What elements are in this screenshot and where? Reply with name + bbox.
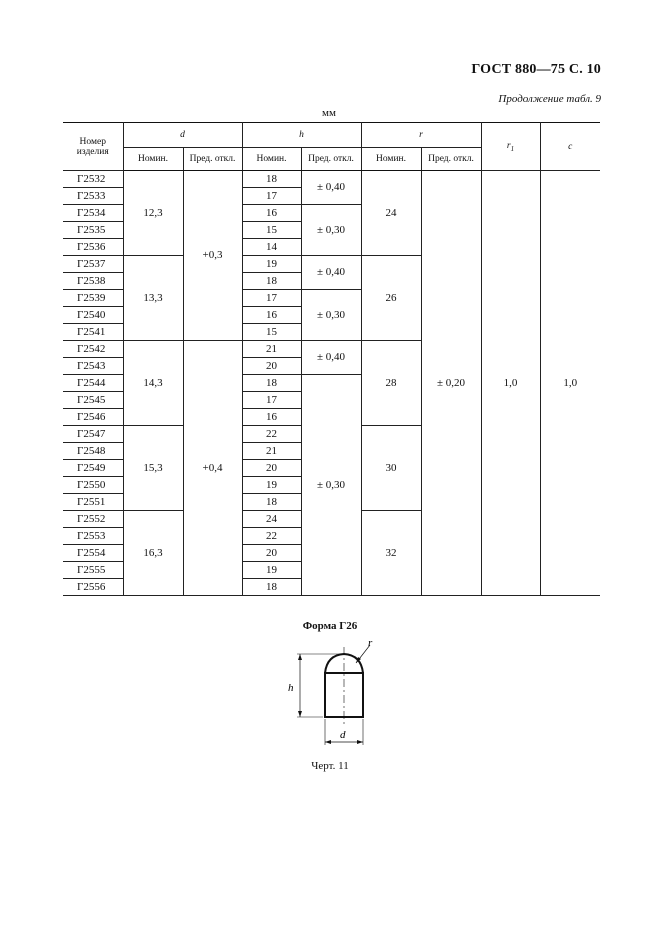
header-item: Номер изделия — [63, 123, 123, 171]
h-nominal: 16 — [242, 409, 301, 426]
item-number: Г2538 — [63, 273, 123, 290]
r1-value: 1,0 — [481, 171, 540, 596]
document-header: ГОСТ 880—75 С. 10 — [471, 62, 601, 77]
header-h-tol: Пред. откл. — [301, 148, 361, 171]
header-h-nom: Номин. — [242, 148, 301, 171]
h-nominal: 20 — [242, 460, 301, 477]
h-label: h — [288, 682, 294, 694]
h-nominal: 22 — [242, 426, 301, 443]
h-tolerance: ± 0,40 — [301, 341, 361, 375]
item-number: Г2545 — [63, 392, 123, 409]
h-arrow-top — [298, 654, 302, 660]
item-number: Г2547 — [63, 426, 123, 443]
h-nominal: 15 — [242, 324, 301, 341]
h-nominal: 18 — [242, 375, 301, 392]
h-nominal: 20 — [242, 358, 301, 375]
figure-caption: Черт. 11 — [311, 760, 349, 772]
unit-label: мм — [322, 107, 336, 119]
item-number: Г2541 — [63, 324, 123, 341]
h-nominal: 18 — [242, 171, 301, 188]
item-number: Г2549 — [63, 460, 123, 477]
h-tolerance: ± 0,30 — [301, 375, 361, 596]
item-number: Г2550 — [63, 477, 123, 494]
item-number: Г2551 — [63, 494, 123, 511]
h-nominal: 17 — [242, 392, 301, 409]
header-d-nom: Номин. — [123, 148, 183, 171]
h-nominal: 17 — [242, 188, 301, 205]
h-nominal: 20 — [242, 545, 301, 562]
h-nominal: 19 — [242, 256, 301, 273]
r-nominal: 24 — [361, 171, 421, 256]
item-number: Г2533 — [63, 188, 123, 205]
h-nominal: 16 — [242, 307, 301, 324]
d-nominal: 14,3 — [123, 341, 183, 426]
h-nominal: 18 — [242, 579, 301, 596]
header-r: r — [361, 123, 481, 148]
dimensions-table — [63, 122, 600, 596]
table-body — [63, 171, 600, 596]
d-arrow-left — [325, 740, 331, 744]
h-nominal: 24 — [242, 511, 301, 528]
header-d-tol: Пред. откл. — [183, 148, 242, 171]
item-number: Г2537 — [63, 256, 123, 273]
h-nominal: 19 — [242, 562, 301, 579]
h-nominal: 19 — [242, 477, 301, 494]
header-r1: $r_1$ — [481, 123, 540, 171]
d-tolerance: +0,3 — [183, 171, 242, 341]
figure-title: Форма Г26 — [302, 620, 358, 632]
item-number: Г2536 — [63, 239, 123, 256]
item-number: Г2556 — [63, 579, 123, 596]
item-number: Г2544 — [63, 375, 123, 392]
r-tolerance: ± 0,20 — [421, 171, 481, 596]
d-tolerance: +0,4 — [183, 341, 242, 596]
h-arrow-bottom — [298, 711, 302, 717]
item-number: Г2553 — [63, 528, 123, 545]
d-nominal: 13,3 — [123, 256, 183, 341]
item-number: Г2554 — [63, 545, 123, 562]
item-number: Г2535 — [63, 222, 123, 239]
item-number: Г2534 — [63, 205, 123, 222]
item-number: Г2546 — [63, 409, 123, 426]
h-nominal: 21 — [242, 443, 301, 460]
header-r-nom: Номин. — [361, 148, 421, 171]
h-nominal: 22 — [242, 528, 301, 545]
h-tolerance: ± 0,40 — [301, 256, 361, 290]
d-nominal: 12,3 — [123, 171, 183, 256]
item-number: Г2548 — [63, 443, 123, 460]
h-nominal: 14 — [242, 239, 301, 256]
h-nominal: 21 — [242, 341, 301, 358]
h-nominal: 16 — [242, 205, 301, 222]
header-c: c — [540, 123, 600, 171]
d-nominal: 15,3 — [123, 426, 183, 511]
h-nominal: 18 — [242, 494, 301, 511]
header-r-tol: Пред. откл. — [421, 148, 481, 171]
shape-drawing — [283, 635, 383, 755]
c-value: 1,0 — [540, 171, 600, 596]
h-nominal: 15 — [242, 222, 301, 239]
r-nominal: 32 — [361, 511, 421, 596]
table-continuation-note: Продолжение табл. 9 — [498, 93, 601, 105]
item-number: Г2539 — [63, 290, 123, 307]
item-number: Г2543 — [63, 358, 123, 375]
item-number: Г2540 — [63, 307, 123, 324]
r-nominal: 26 — [361, 256, 421, 341]
h-tolerance: ± 0,30 — [301, 205, 361, 256]
header-d: d — [123, 123, 242, 148]
d-nominal: 16,3 — [123, 511, 183, 596]
h-nominal: 17 — [242, 290, 301, 307]
h-nominal: 18 — [242, 273, 301, 290]
h-tolerance: ± 0,40 — [301, 171, 361, 205]
item-number: Г2555 — [63, 562, 123, 579]
h-tolerance: ± 0,30 — [301, 290, 361, 341]
r-label: r — [368, 637, 373, 649]
item-number: Г2532 — [63, 171, 123, 188]
d-arrow-right — [357, 740, 363, 744]
r-nominal: 30 — [361, 426, 421, 511]
header-h: h — [242, 123, 361, 148]
r-nominal: 28 — [361, 341, 421, 426]
d-label: d — [340, 729, 346, 741]
item-number: Г2542 — [63, 341, 123, 358]
item-number: Г2552 — [63, 511, 123, 528]
table-row — [63, 171, 600, 188]
